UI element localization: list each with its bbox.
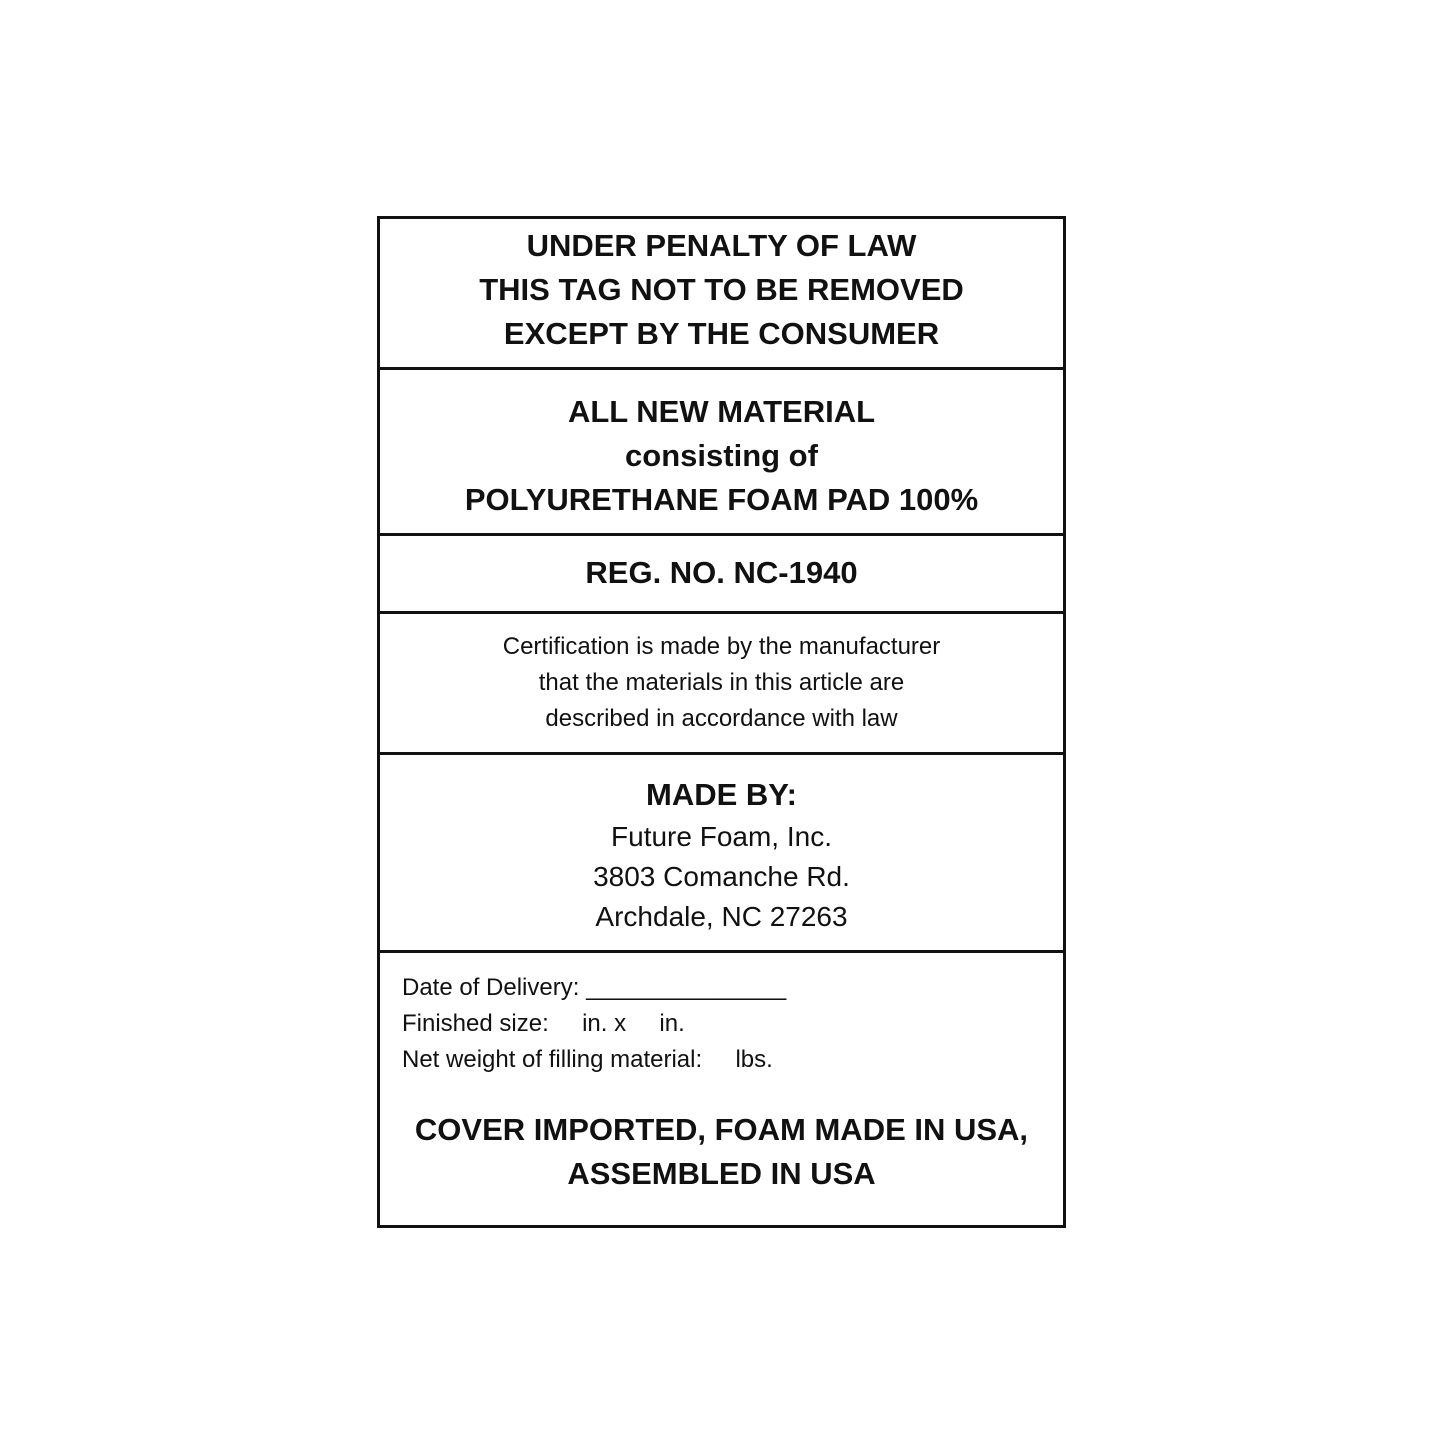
material-section — [380, 370, 1063, 536]
address-line: 3803 Comanche Rd. — [593, 861, 850, 892]
law-tag — [377, 216, 1066, 1228]
field-line: Net weight of filling material: lbs. — [402, 1046, 773, 1073]
warning-line: THIS TAG NOT TO BE REMOVED — [479, 272, 964, 307]
material-line: POLYURETHANE FOAM PAD 100% — [464, 482, 979, 517]
made-by-section — [380, 755, 1063, 953]
warning-line: EXCEPT BY THE CONSUMER — [503, 316, 940, 351]
certification-line: described in accordance with law — [545, 705, 898, 732]
material-line: consisting of — [625, 438, 818, 473]
address-line: Future Foam, Inc. — [611, 821, 832, 852]
field-line: Date of Delivery: _______________ — [402, 974, 787, 1001]
certification-line: Certification is made by the manufacturer — [502, 633, 941, 660]
address-line: Archdale, NC 27263 — [595, 901, 848, 932]
origin-line: COVER IMPORTED, FOAM MADE IN USA, — [414, 1112, 1029, 1147]
warning-line: UNDER PENALTY OF LAW — [526, 228, 917, 263]
made-by-heading: MADE BY: — [646, 777, 797, 812]
reg-number: REG. NO. NC-1940 — [585, 555, 858, 590]
details-section — [380, 953, 1063, 1196]
certification-line: that the materials in this article are — [538, 669, 905, 696]
material-line: ALL NEW MATERIAL — [567, 394, 876, 429]
certification-section — [380, 614, 1063, 755]
reg-section — [380, 536, 1063, 614]
field-line: Finished size: in. x in. — [402, 1010, 685, 1037]
warning-section — [380, 219, 1063, 370]
origin-line: ASSEMBLED IN USA — [567, 1156, 876, 1191]
